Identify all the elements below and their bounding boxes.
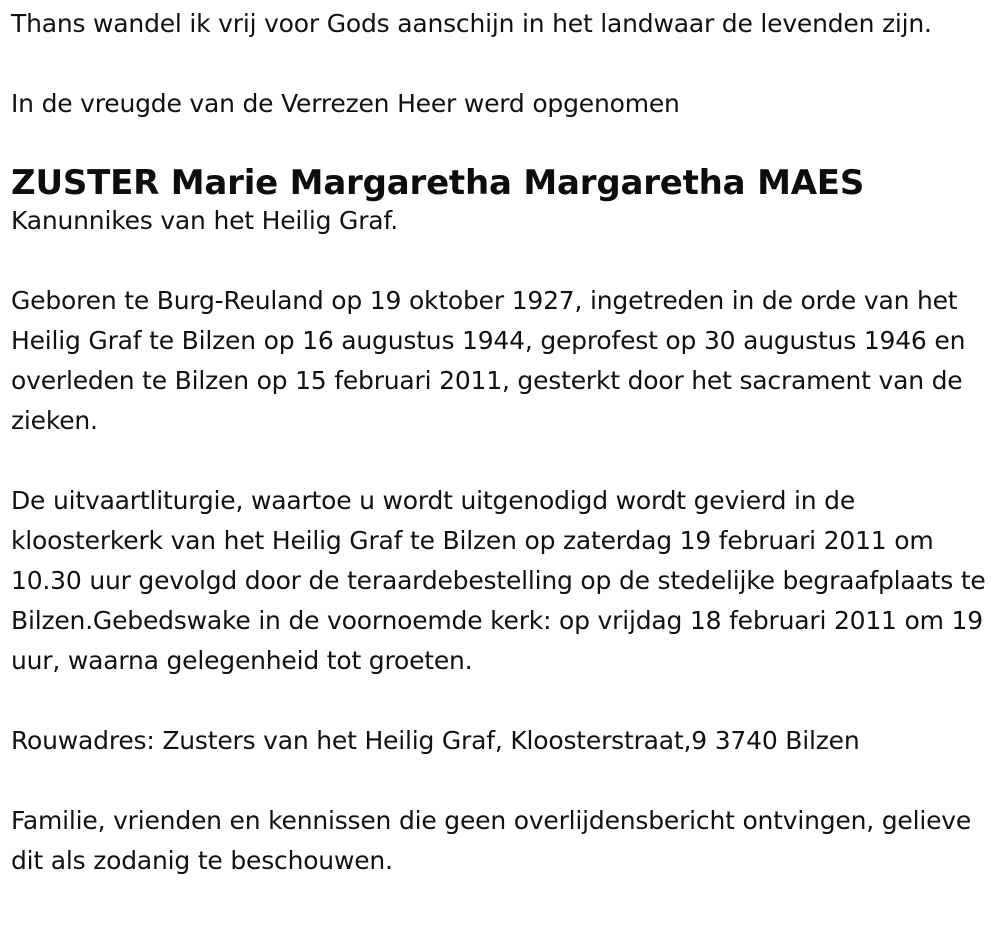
spacer bbox=[11, 761, 986, 801]
intro-line: In de vreugde van de Verrezen Heer werd opgenomen bbox=[11, 89, 680, 118]
funeral-details: De uitvaartliturgie, waartoe u wordt uitgenodigd wordt gevierd in de kloosterkerk van het Heilig Graf te Bilzen op zaterdag 19 februari 2011 om 10.30 uur gevolgd door de teraardebestelling op de stedelijke begraafplaats te Bilzen.Gebedswake in de voornoemde kerk: op vrijdag 18 februari 2011 om 19 uur, waarna gelegenheid tot groeten. bbox=[11, 486, 986, 675]
spacer bbox=[11, 124, 986, 159]
deceased-name: ZUSTER Marie Margaretha Margaretha MAES bbox=[11, 163, 865, 203]
biography: Geboren te Burg-Reuland op 19 oktober 1927, ingetreden in de orde van het Heilig Graf te Bilzen op 16 augustus 1944, geprofest op 30 augustus 1946 en overleden te Bilzen op 15 februari 2011, gesterkt door het sacrament van de zieken. bbox=[11, 286, 966, 435]
religious-order: Kanunnikes van het Heilig Graf. bbox=[11, 206, 398, 235]
spacer bbox=[11, 241, 986, 281]
mourning-address: Rouwadres: Zusters van het Heilig Graf, Kloosterstraat,9 3740 Bilzen bbox=[11, 726, 860, 755]
spacer bbox=[11, 441, 986, 481]
spacer bbox=[11, 681, 986, 721]
closing-note: Familie, vrienden en kennissen die geen overlijdensbericht ontvingen, gelieve dit als zodanig te beschouwen. bbox=[11, 806, 972, 875]
death-notice bbox=[11, 4, 986, 881]
opening-verse: Thans wandel ik vrij voor Gods aanschijn in het landwaar de levenden zijn. bbox=[11, 9, 932, 38]
spacer bbox=[11, 44, 986, 84]
